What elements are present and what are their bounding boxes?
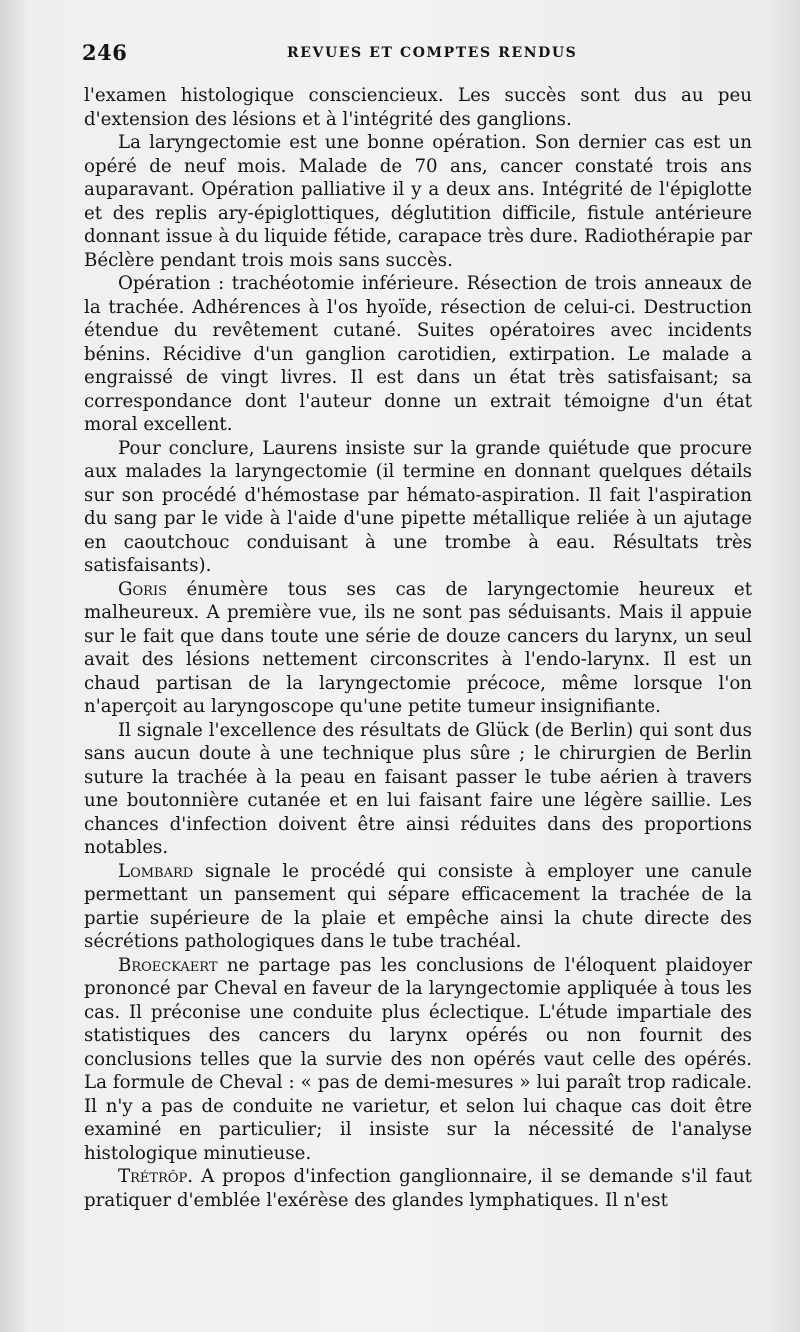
paragraph-tretrop	[84, 1165, 752, 1212]
paragraph-text: A propos d'infection ganglionnaire, il se demande s'il faut pratiquer d'emblée l'exérèse des glandes lymphatiques. Il n'est	[84, 1166, 752, 1211]
running-title: REVUES ET COMPTES RENDUS	[287, 45, 578, 61]
paragraph-conclusion-laurens	[84, 437, 752, 578]
paragraph-lombard	[84, 860, 752, 954]
paragraph-text: La laryngectomie est une bonne opération. Son dernier cas est un opéré de neuf mois. Malade de 70 ans, cancer constaté trois ans auparavant. Opération palliative il y a deux ans. Intégrité de l'épiglotte et des replis ary-épiglottiques, déglutition difficile, fistule antérieure donnant issue à du liquide fétide, carapace très dure. Radiothérapie par Béclère pendant trois mois sans succès.	[84, 132, 752, 271]
paragraph-laryngectomie	[84, 131, 752, 272]
paragraph-text: Opération : trachéotomie inférieure. Résection de trois anneaux de la trachée. Adhérences à l'os hyoïde, résection de celui-ci. Destruction étendue du revêtement cutané. Suites opératoires avec incidents bénins. Récidive d'un ganglion carotidien, extirpation. Le malade a engraissé de vingt livres. Il est dans un état très satisfaisant; sa correspondance dont l'auteur donne un extrait témoigne d'un état moral excellent.	[84, 273, 752, 435]
page-header	[82, 40, 742, 70]
paragraph-text: Il signale l'excellence des résultats de Glück (de Berlin) qui sont dus sans aucun doute à une technique plus sûre ; le chirurgien de Berlin suture la trachée à la peau en faisant passer le tube aérien à travers une boutonnière cutanée et en lui faisant faire une légère saillie. Les chances d'infection doivent être ainsi réduites dans des proportions notables.	[84, 719, 752, 858]
page-body	[84, 84, 752, 1212]
author-name: Trétrôp.	[118, 1166, 194, 1187]
paragraph-text: énumère tous ses cas de laryngectomie heureux et malheureux. A première vue, ils ne sont pas séduisants. Mais il appuie sur le fait que dans toute une série de douze cancers du larynx, un seul avait des lésions nettement circonscrites à l'endo-larynx. Il est un chaud partisan de la laryngectomie précoce, même lorsque l'on n'aperçoit au laryngoscope qu'une petite tumeur insignifiante.	[84, 578, 752, 717]
paragraph-text: l'examen histologique consciencieux. Les succès sont dus au peu d'extension des lésions et à l'intégrité des ganglions.	[84, 85, 752, 130]
paragraph-text: Pour conclure, Laurens insiste sur la grande quiétude que procure aux malades la laryngectomie (il termine en donnant quelques détails sur son procédé d'hémostase par hémato-aspiration. Il fait l'aspiration du sang par le vide à l'aide d'une pipette métallique reliée à un ajutage en caoutchouc conduisant à une trombe à eau. Résultats très satisfaisants).	[84, 437, 752, 576]
paragraph-goris	[84, 578, 752, 719]
author-name: Broeckaert	[118, 954, 218, 976]
paragraph-operation	[84, 272, 752, 437]
author-name: Goris	[118, 578, 168, 600]
paragraph-continuation	[84, 84, 752, 131]
author-name: Lombard	[118, 860, 194, 882]
page-number: 246	[82, 40, 128, 65]
paragraph-broeckaert	[84, 954, 752, 1166]
paragraph-gluck	[84, 719, 752, 860]
paragraph-text: ne partage pas les conclusions de l'éloquent plaidoyer prononcé par Cheval en faveur de la laryngectomie appliquée à tous les cas. Il préconise une conduite plus éclectique. L'étude impartiale des statistiques des cancers du larynx opérés ou non fournit des conclusions telles que la survie des non opérés vaut celle des opérés. La formule de Cheval : « pas de demi-mesures » lui paraît trop radicale. Il n'y a pas de conduite ne varietur, et selon lui chaque cas doit être examiné en particulier; il insiste sur la nécessité de l'analyse histologique minutieuse.	[84, 954, 752, 1164]
paragraph-text: signale le procédé qui consiste à employer une canule permettant un pansement qui sépare efficacement la trachée de la partie supérieure de la plaie et empêche ainsi la chute directe des sécrétions pathologiques dans le tube trachéal.	[84, 860, 752, 952]
